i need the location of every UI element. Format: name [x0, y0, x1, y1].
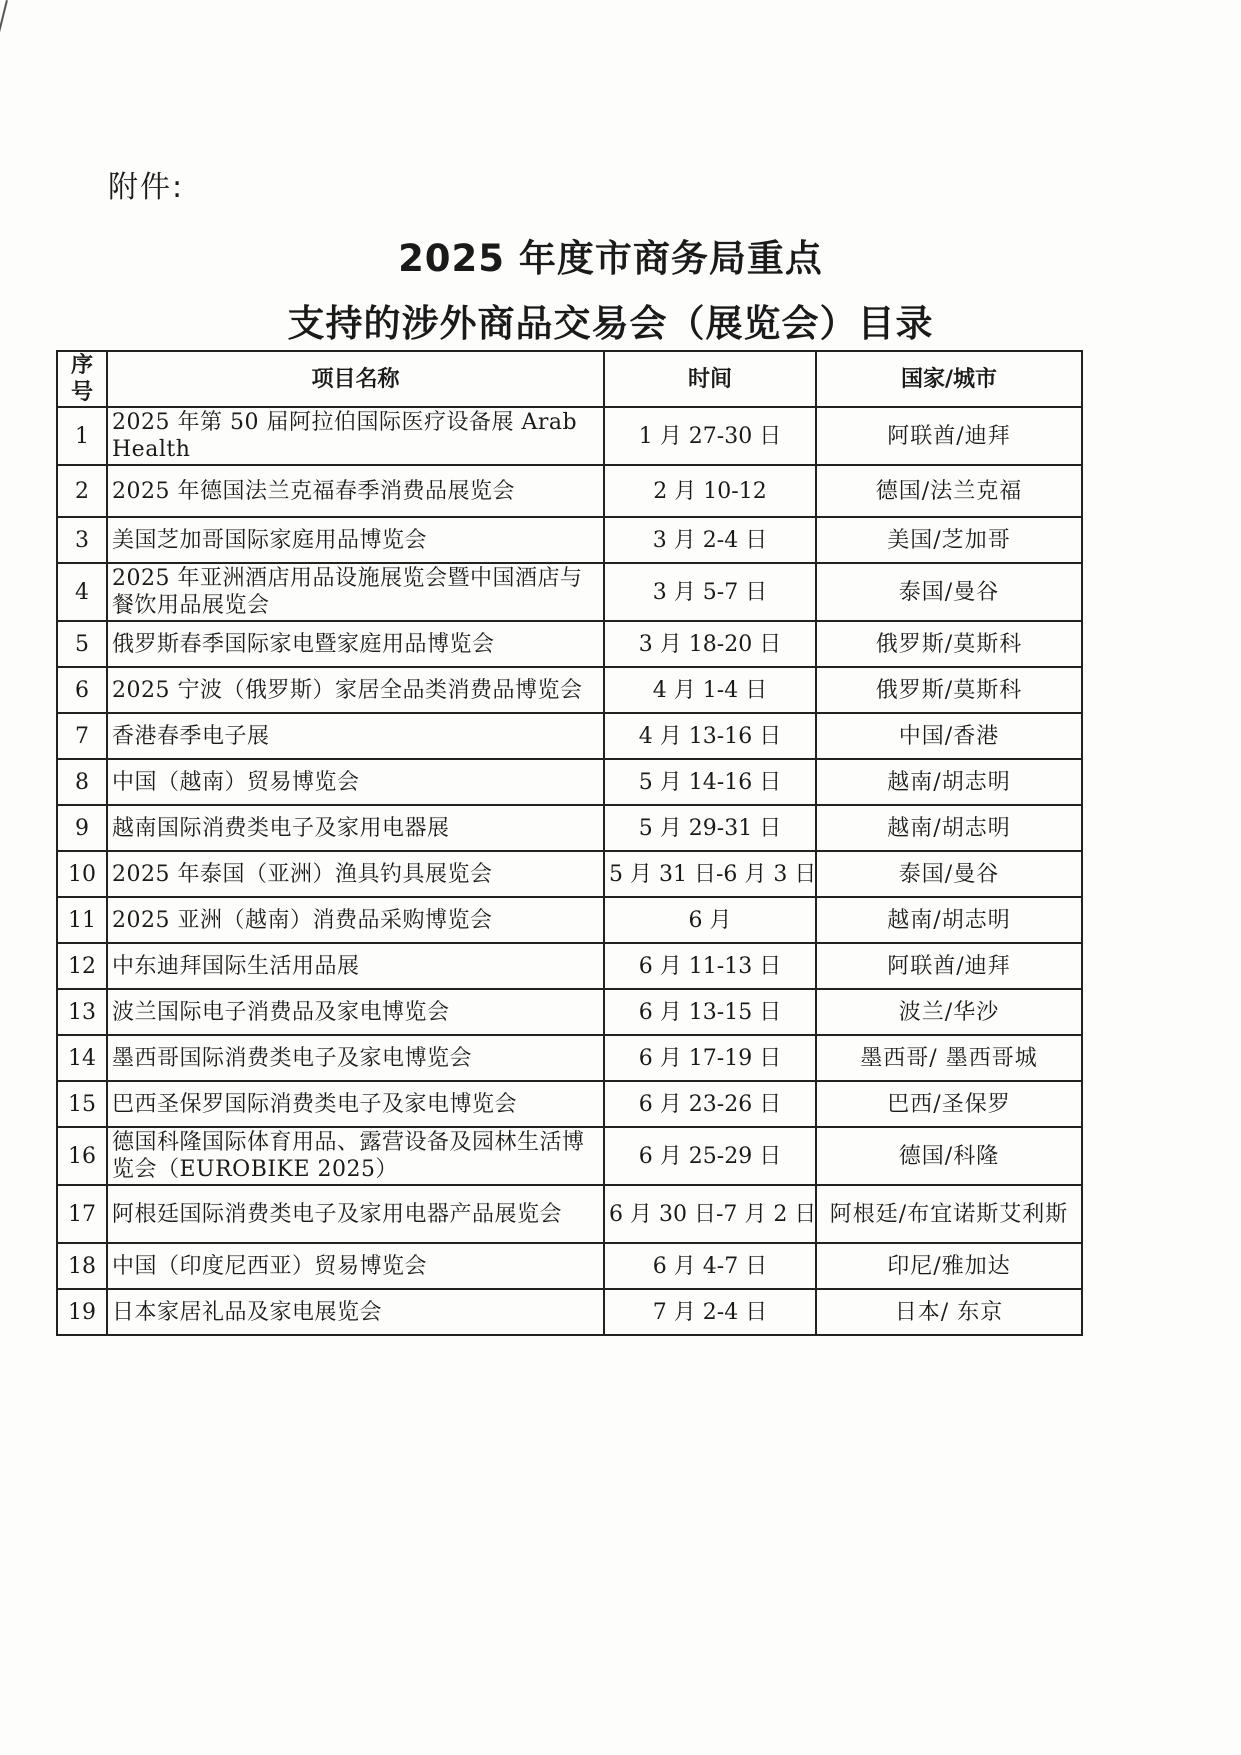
- cell-no: 3: [57, 517, 107, 563]
- cell-place: 越南/胡志明: [816, 805, 1082, 851]
- cell-time: 4 月 13-16 日: [604, 713, 816, 759]
- table-row: [57, 1185, 1082, 1243]
- cell-no: 4: [57, 563, 107, 621]
- cell-name: 2025 年亚洲酒店用品设施展览会暨中国酒店与餐饮用品展览会: [107, 563, 604, 621]
- cell-time: 6 月 11-13 日: [604, 943, 816, 989]
- cell-place: 印尼/雅加达: [816, 1243, 1082, 1289]
- cell-name: 日本家居礼品及家电展览会: [107, 1289, 604, 1335]
- table-row: [57, 851, 1082, 897]
- table-row: [57, 563, 1082, 621]
- cell-place: 俄罗斯/莫斯科: [816, 667, 1082, 713]
- cell-name: 2025 年第 50 届阿拉伯国际医疗设备展 Arab Health: [107, 407, 604, 465]
- table-row: [57, 1127, 1082, 1185]
- cell-name: 2025 年泰国（亚洲）渔具钓具展览会: [107, 851, 604, 897]
- cell-name: 越南国际消费类电子及家用电器展: [107, 805, 604, 851]
- cell-time: 3 月 5-7 日: [604, 563, 816, 621]
- cell-place: 巴西/圣保罗: [816, 1081, 1082, 1127]
- cell-time: 2 月 10-12: [604, 465, 816, 517]
- table-row: [57, 517, 1082, 563]
- cell-name: 巴西圣保罗国际消费类电子及家电博览会: [107, 1081, 604, 1127]
- header-time: 时间: [604, 351, 816, 407]
- cell-time: 1 月 27-30 日: [604, 407, 816, 465]
- cell-time: 6 月 17-19 日: [604, 1035, 816, 1081]
- cell-name: 中国（印度尼西亚）贸易博览会: [107, 1243, 604, 1289]
- document-title-line-1: 2025 年度市商务局重点: [398, 237, 823, 280]
- header-place: 国家/城市: [816, 351, 1082, 407]
- cell-place: 美国/芝加哥: [816, 517, 1082, 563]
- table-row: [57, 897, 1082, 943]
- cell-name: 德国科隆国际体育用品、露营设备及园林生活博览会（EUROBIKE 2025）: [107, 1127, 604, 1185]
- cell-time: 6 月: [604, 897, 816, 943]
- header-no: 序号: [57, 351, 107, 407]
- table-row: [57, 621, 1082, 667]
- cell-name: 2025 年德国法兰克福春季消费品展览会: [107, 465, 604, 517]
- cell-no: 7: [57, 713, 107, 759]
- cell-name: 俄罗斯春季国际家电暨家庭用品博览会: [107, 621, 604, 667]
- cell-no: 12: [57, 943, 107, 989]
- table-row: [57, 989, 1082, 1035]
- cell-name: 中东迪拜国际生活用品展: [107, 943, 604, 989]
- cell-name: 墨西哥国际消费类电子及家电博览会: [107, 1035, 604, 1081]
- cell-place: 德国/科隆: [816, 1127, 1082, 1185]
- cell-place: 波兰/华沙: [816, 989, 1082, 1035]
- cell-no: 1: [57, 407, 107, 465]
- cell-no: 5: [57, 621, 107, 667]
- table-row: [57, 407, 1082, 465]
- header-name: 项目名称: [107, 351, 604, 407]
- table-row: [57, 713, 1082, 759]
- cell-time: 6 月 25-29 日: [604, 1127, 816, 1185]
- cell-place: 德国/法兰克福: [816, 465, 1082, 517]
- table-row: [57, 1289, 1082, 1335]
- cell-name: 阿根廷国际消费类电子及家用电器产品展览会: [107, 1185, 604, 1243]
- cell-place: 越南/胡志明: [816, 897, 1082, 943]
- table-header-row: [57, 351, 1082, 407]
- table-body: [57, 407, 1082, 1335]
- table-row: [57, 759, 1082, 805]
- cell-no: 18: [57, 1243, 107, 1289]
- cell-no: 19: [57, 1289, 107, 1335]
- cell-no: 9: [57, 805, 107, 851]
- cell-place: 阿联酋/迪拜: [816, 407, 1082, 465]
- cell-name: 中国（越南）贸易博览会: [107, 759, 604, 805]
- cell-place: 日本/ 东京: [816, 1289, 1082, 1335]
- cell-time: 6 月 30 日-7 月 2 日: [604, 1185, 816, 1243]
- cell-place: 阿联酋/迪拜: [816, 943, 1082, 989]
- cell-time: 4 月 1-4 日: [604, 667, 816, 713]
- cell-time: 7 月 2-4 日: [604, 1289, 816, 1335]
- cell-no: 17: [57, 1185, 107, 1243]
- cell-time: 6 月 23-26 日: [604, 1081, 816, 1127]
- table-row: [57, 943, 1082, 989]
- attachment-label: 附件:: [108, 170, 185, 205]
- table-row: [57, 1243, 1082, 1289]
- cell-place: 俄罗斯/莫斯科: [816, 621, 1082, 667]
- cell-name: 美国芝加哥国际家庭用品博览会: [107, 517, 604, 563]
- document-title-line-2: 支持的涉外商品交易会（展览会）目录: [287, 302, 934, 345]
- cell-place: 泰国/曼谷: [816, 563, 1082, 621]
- table-row: [57, 1035, 1082, 1081]
- cell-no: 16: [57, 1127, 107, 1185]
- cell-place: 泰国/曼谷: [816, 851, 1082, 897]
- cell-name: 2025 亚洲（越南）消费品采购博览会: [107, 897, 604, 943]
- cell-no: 15: [57, 1081, 107, 1127]
- cell-time: 3 月 18-20 日: [604, 621, 816, 667]
- table-row: [57, 1081, 1082, 1127]
- exhibition-catalog-table: [56, 350, 1083, 1336]
- scan-edge-mark: [0, 0, 8, 68]
- cell-no: 8: [57, 759, 107, 805]
- cell-name: 2025 宁波（俄罗斯）家居全品类消费品博览会: [107, 667, 604, 713]
- table-row: [57, 465, 1082, 517]
- cell-no: 13: [57, 989, 107, 1035]
- cell-time: 3 月 2-4 日: [604, 517, 816, 563]
- cell-time: 6 月 13-15 日: [604, 989, 816, 1035]
- cell-no: 14: [57, 1035, 107, 1081]
- cell-no: 2: [57, 465, 107, 517]
- cell-no: 11: [57, 897, 107, 943]
- cell-no: 10: [57, 851, 107, 897]
- cell-place: 墨西哥/ 墨西哥城: [816, 1035, 1082, 1081]
- cell-place: 阿根廷/布宜诺斯艾利斯: [816, 1185, 1082, 1243]
- cell-time: 5 月 14-16 日: [604, 759, 816, 805]
- cell-place: 中国/香港: [816, 713, 1082, 759]
- cell-time: 5 月 29-31 日: [604, 805, 816, 851]
- table-row: [57, 667, 1082, 713]
- cell-name: 波兰国际电子消费品及家电博览会: [107, 989, 604, 1035]
- cell-name: 香港春季电子展: [107, 713, 604, 759]
- cell-no: 6: [57, 667, 107, 713]
- cell-time: 6 月 4-7 日: [604, 1243, 816, 1289]
- table-row: [57, 805, 1082, 851]
- cell-place: 越南/胡志明: [816, 759, 1082, 805]
- cell-time: 5 月 31 日-6 月 3 日: [604, 851, 816, 897]
